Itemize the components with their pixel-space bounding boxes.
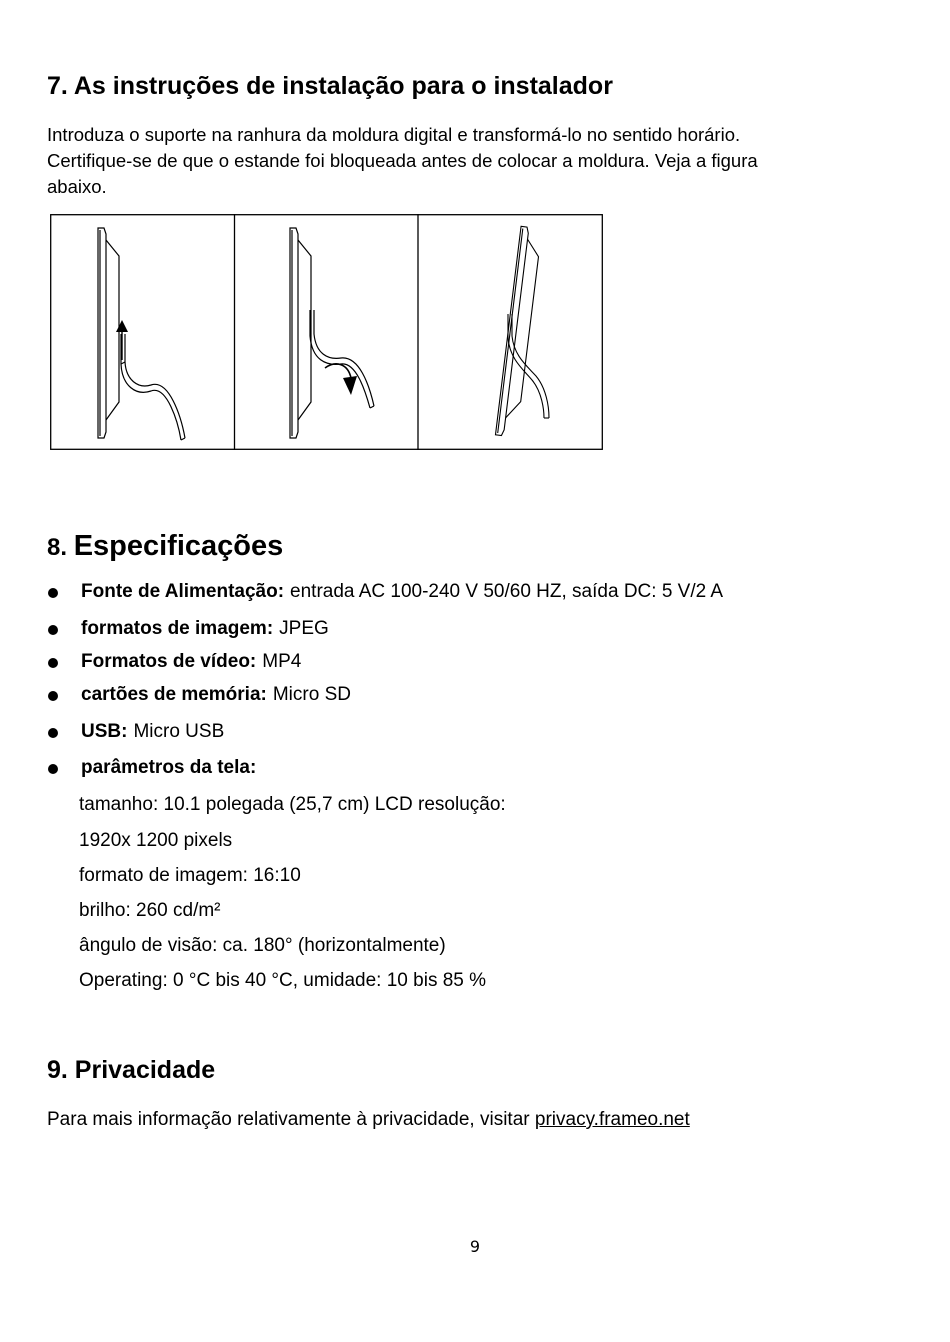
bullet-icon — [48, 658, 58, 668]
spec-label: cartões de memória: — [81, 684, 267, 705]
frame-side-1 — [98, 228, 106, 438]
bullet-icon — [48, 588, 58, 598]
figure-border — [51, 215, 603, 450]
spec-label: parâmetros da tela: — [81, 757, 257, 778]
screen-param-aspect-ratio: formato de imagem: 16:10 — [79, 865, 301, 886]
spec-label: USB: — [81, 721, 128, 742]
spec-value: entrada AC 100-240 V 50/60 HZ, saída DC: 5 V/2 A — [290, 581, 724, 602]
spec-item-screen-parameters — [48, 757, 262, 779]
frame-back-2 — [298, 240, 311, 420]
privacy-text: Para mais informação relativamente à privacidade, visitar — [47, 1109, 535, 1130]
section-8-title: Especificações — [73, 530, 284, 562]
bullet-icon — [48, 728, 58, 738]
privacy-paragraph — [47, 1109, 690, 1131]
spec-item-power — [48, 581, 723, 603]
section-8-heading — [47, 530, 283, 563]
screen-param-operating: Operating: 0 °C bis 40 °C, umidade: 10 bis 85 % — [79, 970, 487, 991]
spec-label: Formatos de vídeo: — [81, 651, 257, 672]
stand-curve-3 — [508, 314, 549, 418]
spec-item-image-formats — [48, 618, 329, 640]
bullet-icon — [48, 691, 58, 701]
spec-value: Micro USB — [133, 721, 225, 742]
spec-value: Micro SD — [272, 684, 351, 705]
spec-value: JPEG — [279, 618, 329, 639]
spec-item-video-formats — [48, 651, 301, 673]
spec-value: MP4 — [262, 651, 302, 672]
stand-curve-1 — [121, 334, 181, 440]
spec-item-usb — [48, 721, 224, 743]
panel-2-rotate-stand — [290, 228, 374, 438]
instruction-line-3: abaixo. — [47, 176, 107, 197]
arrow-up-icon — [116, 320, 128, 360]
panel-3-standing-frame — [495, 226, 541, 437]
instruction-line-1: Introduza o suporte na ranhura da moldura digital e transformá-lo no sentido horário. — [47, 124, 741, 145]
spec-item-memory-cards — [48, 684, 351, 706]
stand-curve-2 — [310, 310, 370, 408]
screen-param-resolution: 1920x 1200 pixels — [79, 830, 233, 851]
spec-label: formatos de imagem: — [81, 618, 274, 639]
panel-1-insert-stand — [98, 228, 185, 440]
section-8-number: 8. — [47, 534, 74, 561]
screen-param-size: tamanho: 10.1 polegada (25,7 cm) LCD resolução: — [79, 794, 506, 815]
bullet-icon — [48, 625, 58, 635]
privacy-link[interactable]: privacy.frameo.net — [534, 1109, 690, 1130]
stand-installation-figure — [50, 214, 603, 450]
installation-instructions-paragraph — [47, 122, 867, 200]
bullet-icon — [48, 764, 58, 774]
section-9-heading: 9. Privacidade — [47, 1056, 216, 1084]
screen-param-viewing-angle: ângulo de visão: ca. 180° (horizontalmente) — [79, 935, 446, 956]
screen-param-brightness: brilho: 260 cd/m² — [79, 900, 221, 921]
instruction-line-2: Certifique-se de que o estande foi bloqueada antes de colocar a moldura. Veja a figura — [47, 150, 758, 171]
spec-label: Fonte de Alimentação: — [81, 581, 285, 602]
frame-side-2 — [290, 228, 298, 438]
page-number: 9 — [469, 1237, 481, 1256]
section-7-heading: 7. As instruções de instalação para o instalador — [47, 72, 613, 100]
